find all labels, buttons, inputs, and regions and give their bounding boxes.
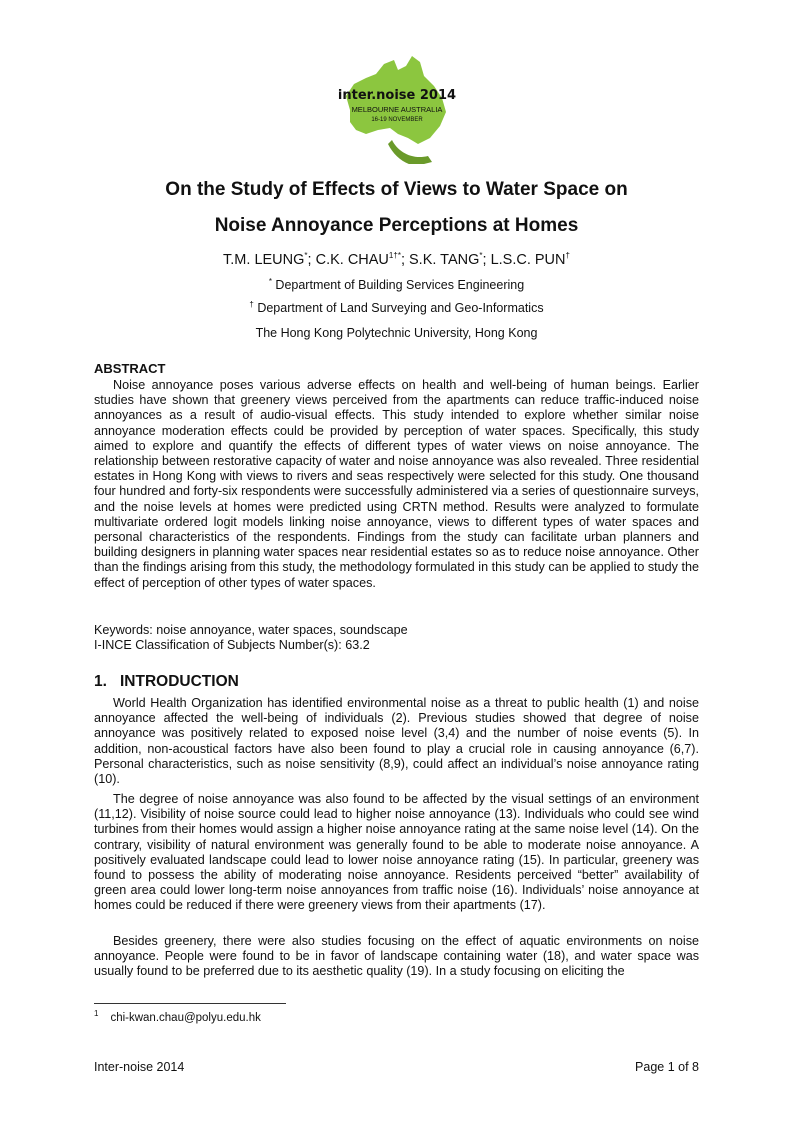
affiliation-mark: † [249,299,254,309]
footer-page-number: Page 1 of 8 [635,1060,699,1074]
logo-line1: inter.noise 2014 [337,88,457,103]
affiliation-text: Department of Land Surveying and Geo-Informatics [257,301,544,315]
keywords-line: Keywords: noise annoyance, water spaces, soundscape [94,623,408,637]
paper-title-line2: Noise Annoyance Perceptions at Homes [214,215,579,236]
logo-line3: 16-19 NOVEMBER [371,117,423,123]
footnote [94,1009,261,1024]
conference-logo [332,52,462,164]
author-name: T.M. LEUNG [223,252,305,268]
author-name: S.K. TANG [409,252,480,268]
footnote-divider [94,1003,286,1004]
australia-map-icon [332,52,462,164]
affiliation-1 [0,278,793,292]
section-title: INTRODUCTION [120,673,239,690]
paper-title-line1: On the Study of Effects of Views to Water Space on [165,179,628,200]
section-number: 1. [94,673,107,690]
footer-conference: Inter-noise 2014 [94,1060,185,1074]
classification-line: I-INCE Classification of Subjects Number(s): 63.2 [94,638,370,653]
abstract-text: Noise annoyance poses various adverse effects on health and well-being of human beings. Earlier studies have shown that greenery views perceived from the apartments can reduce traffic-induced noise annoyances as a result of audio-visual effects. This study intended to explore whether similar noise annoyance moderation effects could be provided by perception of water spaces. Specifically, this study aimed to explore and quantify the effects of different types of water views on noise annoyance. The relationship between restorative capacity of water and noise annoyance was also revealed. Three residential estates in Hong Kong with views to rivers and seas respectively were selected for this study. One thousand four hundred and forty-six respondents were successfully administered via a series of questionnaire surveys, and the noise levels at homes were predicted using CRTN method. Results were analyzed to formulate multivariate ordered logit models linking noise annoyance, views to different types of water spaces and personal characteristics of the respondents. Findings from the study can facilitate urban planners and building designers in planning water spaces near residential estates so as to reduce noise annoyance. Other than the findings arising from this study, the methodology formulated in this study can be applied to study the effect of perception of other types of water spaces. [94,378,699,590]
author-separator: ; [482,252,491,268]
logo-line2: MELBOURNE AUSTRALIA [351,105,443,114]
intro-paragraph-2: The degree of noise annoyance was also found to be affected by the visual settings of an environment (11,12). Visibility of noise source could lead to higher noise annoyance (13). Individuals who could see wind turbines from their homes would assign a higher noise annoyance rating at the same noise level (14). On the contrary, visibility of natural environment was generally found to be able to moderate noise annoyance. A positively evaluated landscape could lead to lower noise annoyance rating (15). In particular, greenery was found to possess the ability of moderating noise annoyance. Residents perceived “better” availability of green area could lower long-term noise annoyances from traffic noise (16). Individuals’ noise annoyance at homes could be reduced if there were greenery views from their apartments (17). [94,792,699,913]
affiliation-3: The Hong Kong Polytechnic University, Hong Kong [255,326,538,340]
abstract-heading: ABSTRACT [94,361,166,376]
author-mark: 1†* [388,251,401,261]
affiliation-2 [0,301,793,315]
footnote-mark: 1 [94,1009,99,1019]
author-mark: † [565,251,570,261]
author-mark: * [304,251,308,261]
author-separator: ; [400,252,409,268]
author-separator: ; [307,252,316,268]
keywords-block [94,623,408,653]
author-mark: * [479,251,483,261]
introduction-heading [94,673,239,691]
intro-paragraph-3: Besides greenery, there were also studies focusing on the effect of aquatic environments on noise annoyance. People were found to be in favor of landscape containing water (18), and water space was usually found to be preferred due to its aesthetic quality (19). In a study focusing on eliciting the [94,934,699,979]
affiliation-mark: * [268,276,272,286]
footnote-email: chi-kwan.chau@polyu.edu.hk [110,1012,261,1024]
intro-paragraph-1: World Health Organization has identified environmental noise as a threat to public health (1) and noise annoyance affected the well-being of individuals (2). Previous studies showed that degree of noise annoyance was positively related to exposed noise level (3,4) and the number of noise events (5). In addition, non-acoustical factors have also been found to play a crucial role in causing annoyance (6,7). Personal characteristics, such as noise sensitivity (8,9), could affect an individual’s noise annoyance rating (10). [94,696,699,787]
author-list [0,252,793,268]
author-name: C.K. CHAU [315,252,389,268]
author-name: L.S.C. PUN [490,252,566,268]
affiliation-text: Department of Building Services Engineering [275,278,525,292]
